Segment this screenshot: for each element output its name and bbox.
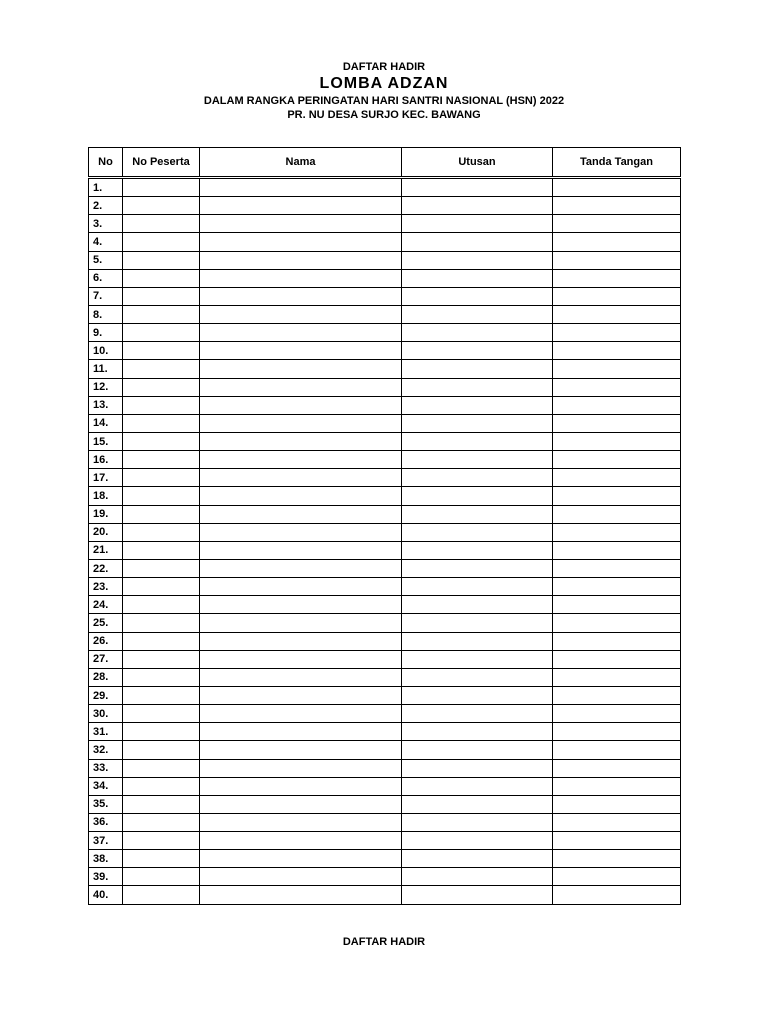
tanda-tangan-cell[interactable] (553, 251, 681, 269)
row-number: 14. (89, 414, 123, 432)
row-number: 34. (89, 777, 123, 795)
row-number: 27. (89, 650, 123, 668)
table-row (89, 850, 681, 868)
utusan-cell[interactable] (402, 614, 553, 632)
tanda-tangan-cell[interactable] (553, 578, 681, 596)
row-number: 5. (89, 251, 123, 269)
utusan-cell[interactable] (402, 868, 553, 886)
nama-cell[interactable] (200, 759, 402, 777)
table-row (89, 650, 681, 668)
utusan-cell[interactable] (402, 505, 553, 523)
table-row (89, 523, 681, 541)
table-row (89, 741, 681, 759)
row-number: 19. (89, 505, 123, 523)
table-row (89, 686, 681, 704)
utusan-cell[interactable] (402, 287, 553, 305)
table-row (89, 432, 681, 450)
no-peserta-cell[interactable] (123, 541, 200, 559)
utusan-cell[interactable] (402, 414, 553, 432)
nama-cell[interactable] (200, 578, 402, 596)
tanda-tangan-cell[interactable] (553, 777, 681, 795)
table-row (89, 668, 681, 686)
row-number: 25. (89, 614, 123, 632)
no-peserta-cell[interactable] (123, 324, 200, 342)
tanda-tangan-cell[interactable] (553, 487, 681, 505)
row-number: 40. (89, 886, 123, 904)
no-peserta-cell[interactable] (123, 868, 200, 886)
row-number: 10. (89, 342, 123, 360)
row-number: 9. (89, 324, 123, 342)
nama-cell[interactable] (200, 723, 402, 741)
utusan-cell[interactable] (402, 632, 553, 650)
table-row (89, 342, 681, 360)
row-number: 6. (89, 269, 123, 287)
row-number: 33. (89, 759, 123, 777)
table-row (89, 795, 681, 813)
tanda-tangan-cell[interactable] (553, 287, 681, 305)
nama-cell[interactable] (200, 614, 402, 632)
utusan-cell[interactable] (402, 596, 553, 614)
table-row (89, 559, 681, 577)
table-row (89, 287, 681, 305)
utusan-cell[interactable] (402, 795, 553, 813)
no-peserta-cell[interactable] (123, 777, 200, 795)
tanda-tangan-cell[interactable] (553, 451, 681, 469)
row-number: 21. (89, 541, 123, 559)
table-row (89, 886, 681, 904)
tanda-tangan-cell[interactable] (553, 850, 681, 868)
utusan-cell[interactable] (402, 523, 553, 541)
document-organizer: PR. NU DESA SURJO KEC. BAWANG (287, 109, 481, 121)
nama-cell[interactable] (200, 487, 402, 505)
no-peserta-cell[interactable] (123, 487, 200, 505)
table-row (89, 541, 681, 559)
utusan-cell[interactable] (402, 650, 553, 668)
no-peserta-cell[interactable] (123, 614, 200, 632)
no-peserta-cell[interactable] (123, 741, 200, 759)
nama-cell[interactable] (200, 850, 402, 868)
tanda-tangan-cell[interactable] (553, 360, 681, 378)
table-row (89, 705, 681, 723)
document-title: LOMBA ADZAN (319, 75, 449, 92)
nama-cell[interactable] (200, 686, 402, 704)
utusan-cell[interactable] (402, 705, 553, 723)
no-peserta-cell[interactable] (123, 233, 200, 251)
nama-cell[interactable] (200, 342, 402, 360)
row-number: 39. (89, 868, 123, 886)
attendance-table (88, 147, 681, 905)
utusan-cell[interactable] (402, 850, 553, 868)
nama-cell[interactable] (200, 197, 402, 215)
no-peserta-cell[interactable] (123, 432, 200, 450)
tanda-tangan-cell[interactable] (553, 813, 681, 831)
nama-cell[interactable] (200, 396, 402, 414)
tanda-tangan-cell[interactable] (553, 614, 681, 632)
row-number: 4. (89, 233, 123, 251)
no-peserta-cell[interactable] (123, 305, 200, 323)
no-peserta-cell[interactable] (123, 287, 200, 305)
nama-cell[interactable] (200, 251, 402, 269)
column-header-utusan: Utusan (402, 148, 553, 178)
row-number: 15. (89, 432, 123, 450)
tanda-tangan-cell[interactable] (553, 868, 681, 886)
utusan-cell[interactable] (402, 741, 553, 759)
table-row (89, 451, 681, 469)
utusan-cell[interactable] (402, 832, 553, 850)
row-number: 2. (89, 197, 123, 215)
table-row (89, 469, 681, 487)
utusan-cell[interactable] (402, 813, 553, 831)
nama-cell[interactable] (200, 559, 402, 577)
table-row (89, 487, 681, 505)
nama-cell[interactable] (200, 596, 402, 614)
tanda-tangan-cell[interactable] (553, 305, 681, 323)
row-number: 28. (89, 668, 123, 686)
utusan-cell[interactable] (402, 668, 553, 686)
table-row (89, 360, 681, 378)
table-row (89, 396, 681, 414)
table-row (89, 269, 681, 287)
table-row (89, 505, 681, 523)
tanda-tangan-cell[interactable] (553, 432, 681, 450)
utusan-cell[interactable] (402, 432, 553, 450)
row-number: 7. (89, 287, 123, 305)
tanda-tangan-cell[interactable] (553, 559, 681, 577)
row-number: 3. (89, 215, 123, 233)
utusan-cell[interactable] (402, 233, 553, 251)
tanda-tangan-cell[interactable] (553, 233, 681, 251)
row-number: 18. (89, 487, 123, 505)
tanda-tangan-cell[interactable] (553, 324, 681, 342)
no-peserta-cell[interactable] (123, 559, 200, 577)
table-row (89, 414, 681, 432)
utusan-cell[interactable] (402, 305, 553, 323)
no-peserta-cell[interactable] (123, 269, 200, 287)
row-number: 31. (89, 723, 123, 741)
no-peserta-cell[interactable] (123, 505, 200, 523)
tanda-tangan-cell[interactable] (553, 795, 681, 813)
tanda-tangan-cell[interactable] (553, 469, 681, 487)
tanda-tangan-cell[interactable] (553, 650, 681, 668)
tanda-tangan-cell[interactable] (553, 178, 681, 197)
nama-cell[interactable] (200, 233, 402, 251)
row-number: 22. (89, 559, 123, 577)
tanda-tangan-cell[interactable] (553, 632, 681, 650)
utusan-cell[interactable] (402, 559, 553, 577)
utusan-cell[interactable] (402, 886, 553, 904)
tanda-tangan-cell[interactable] (553, 832, 681, 850)
table-row (89, 305, 681, 323)
no-peserta-cell[interactable] (123, 668, 200, 686)
utusan-cell[interactable] (402, 723, 553, 741)
tanda-tangan-cell[interactable] (553, 215, 681, 233)
row-number: 20. (89, 523, 123, 541)
nama-cell[interactable] (200, 178, 402, 197)
no-peserta-cell[interactable] (123, 578, 200, 596)
footer-label: DAFTAR HADIR (342, 936, 426, 948)
no-peserta-cell[interactable] (123, 886, 200, 904)
row-number: 8. (89, 305, 123, 323)
no-peserta-cell[interactable] (123, 596, 200, 614)
tanda-tangan-cell[interactable] (553, 541, 681, 559)
tanda-tangan-cell[interactable] (553, 723, 681, 741)
utusan-cell[interactable] (402, 197, 553, 215)
nama-cell[interactable] (200, 741, 402, 759)
no-peserta-cell[interactable] (123, 832, 200, 850)
nama-cell[interactable] (200, 505, 402, 523)
tanda-tangan-cell[interactable] (553, 759, 681, 777)
tanda-tangan-cell[interactable] (553, 414, 681, 432)
row-number: 30. (89, 705, 123, 723)
row-number: 1. (89, 178, 123, 197)
column-header-tanda-tangan: Tanda Tangan (553, 148, 681, 178)
row-number: 37. (89, 832, 123, 850)
nama-cell[interactable] (200, 523, 402, 541)
utusan-cell[interactable] (402, 451, 553, 469)
table-row (89, 723, 681, 741)
table-row (89, 868, 681, 886)
utusan-cell[interactable] (402, 578, 553, 596)
no-peserta-cell[interactable] (123, 723, 200, 741)
tanda-tangan-cell[interactable] (553, 705, 681, 723)
nama-cell[interactable] (200, 795, 402, 813)
table-row (89, 178, 681, 197)
row-number: 35. (89, 795, 123, 813)
no-peserta-cell[interactable] (123, 795, 200, 813)
utusan-cell[interactable] (402, 251, 553, 269)
utusan-cell[interactable] (402, 777, 553, 795)
nama-cell[interactable] (200, 305, 402, 323)
no-peserta-cell[interactable] (123, 686, 200, 704)
row-number: 29. (89, 686, 123, 704)
no-peserta-cell[interactable] (123, 813, 200, 831)
row-number: 16. (89, 451, 123, 469)
no-peserta-cell[interactable] (123, 850, 200, 868)
no-peserta-cell[interactable] (123, 378, 200, 396)
table-row (89, 378, 681, 396)
row-number: 32. (89, 741, 123, 759)
tanda-tangan-cell[interactable] (553, 505, 681, 523)
utusan-cell[interactable] (402, 324, 553, 342)
tanda-tangan-cell[interactable] (553, 269, 681, 287)
nama-cell[interactable] (200, 668, 402, 686)
nama-cell[interactable] (200, 414, 402, 432)
row-number: 13. (89, 396, 123, 414)
nama-cell[interactable] (200, 632, 402, 650)
table-row (89, 596, 681, 614)
no-peserta-cell[interactable] (123, 705, 200, 723)
table-row (89, 632, 681, 650)
table-row (89, 777, 681, 795)
tanda-tangan-cell[interactable] (553, 886, 681, 904)
nama-cell[interactable] (200, 287, 402, 305)
utusan-cell[interactable] (402, 759, 553, 777)
nama-cell[interactable] (200, 360, 402, 378)
no-peserta-cell[interactable] (123, 650, 200, 668)
no-peserta-cell[interactable] (123, 360, 200, 378)
table-body (89, 178, 681, 905)
nama-cell[interactable] (200, 324, 402, 342)
table-row (89, 832, 681, 850)
column-header-no-peserta: No Peserta (123, 148, 200, 178)
nama-cell[interactable] (200, 469, 402, 487)
tanda-tangan-cell[interactable] (553, 596, 681, 614)
no-peserta-cell[interactable] (123, 469, 200, 487)
nama-cell[interactable] (200, 269, 402, 287)
table-row (89, 251, 681, 269)
no-peserta-cell[interactable] (123, 215, 200, 233)
utusan-cell[interactable] (402, 487, 553, 505)
row-number: 36. (89, 813, 123, 831)
utusan-cell[interactable] (402, 215, 553, 233)
no-peserta-cell[interactable] (123, 251, 200, 269)
nama-cell[interactable] (200, 813, 402, 831)
no-peserta-cell[interactable] (123, 759, 200, 777)
table-header-row (89, 148, 681, 178)
nama-cell[interactable] (200, 650, 402, 668)
row-number: 17. (89, 469, 123, 487)
no-peserta-cell[interactable] (123, 396, 200, 414)
utusan-cell[interactable] (402, 396, 553, 414)
tanda-tangan-cell[interactable] (553, 523, 681, 541)
table-row (89, 578, 681, 596)
column-header-nama: Nama (200, 148, 402, 178)
table-row (89, 759, 681, 777)
nama-cell[interactable] (200, 451, 402, 469)
nama-cell[interactable] (200, 868, 402, 886)
utusan-cell[interactable] (402, 686, 553, 704)
nama-cell[interactable] (200, 777, 402, 795)
document-subtitle: DALAM RANGKA PERINGATAN HARI SANTRI NASIONAL (HSN) 2022 (203, 95, 565, 107)
row-number: 23. (89, 578, 123, 596)
no-peserta-cell[interactable] (123, 523, 200, 541)
tanda-tangan-cell[interactable] (553, 668, 681, 686)
row-number: 38. (89, 850, 123, 868)
nama-cell[interactable] (200, 705, 402, 723)
no-peserta-cell[interactable] (123, 178, 200, 197)
utusan-cell[interactable] (402, 360, 553, 378)
no-peserta-cell[interactable] (123, 414, 200, 432)
utusan-cell[interactable] (402, 178, 553, 197)
table-row (89, 233, 681, 251)
utusan-cell[interactable] (402, 541, 553, 559)
nama-cell[interactable] (200, 886, 402, 904)
no-peserta-cell[interactable] (123, 342, 200, 360)
tanda-tangan-cell[interactable] (553, 378, 681, 396)
tanda-tangan-cell[interactable] (553, 686, 681, 704)
tanda-tangan-cell[interactable] (553, 741, 681, 759)
document-label: DAFTAR HADIR (342, 61, 426, 73)
row-number: 24. (89, 596, 123, 614)
utusan-cell[interactable] (402, 469, 553, 487)
table-row (89, 197, 681, 215)
table-row (89, 324, 681, 342)
table-row (89, 614, 681, 632)
row-number: 11. (89, 360, 123, 378)
utusan-cell[interactable] (402, 378, 553, 396)
utusan-cell[interactable] (402, 342, 553, 360)
no-peserta-cell[interactable] (123, 632, 200, 650)
nama-cell[interactable] (200, 832, 402, 850)
no-peserta-cell[interactable] (123, 451, 200, 469)
tanda-tangan-cell[interactable] (553, 396, 681, 414)
table-row (89, 215, 681, 233)
row-number: 26. (89, 632, 123, 650)
nama-cell[interactable] (200, 541, 402, 559)
row-number: 12. (89, 378, 123, 396)
column-header-no: No (89, 148, 123, 178)
tanda-tangan-cell[interactable] (553, 197, 681, 215)
no-peserta-cell[interactable] (123, 197, 200, 215)
nama-cell[interactable] (200, 378, 402, 396)
utusan-cell[interactable] (402, 269, 553, 287)
table-row (89, 813, 681, 831)
nama-cell[interactable] (200, 215, 402, 233)
nama-cell[interactable] (200, 432, 402, 450)
tanda-tangan-cell[interactable] (553, 342, 681, 360)
